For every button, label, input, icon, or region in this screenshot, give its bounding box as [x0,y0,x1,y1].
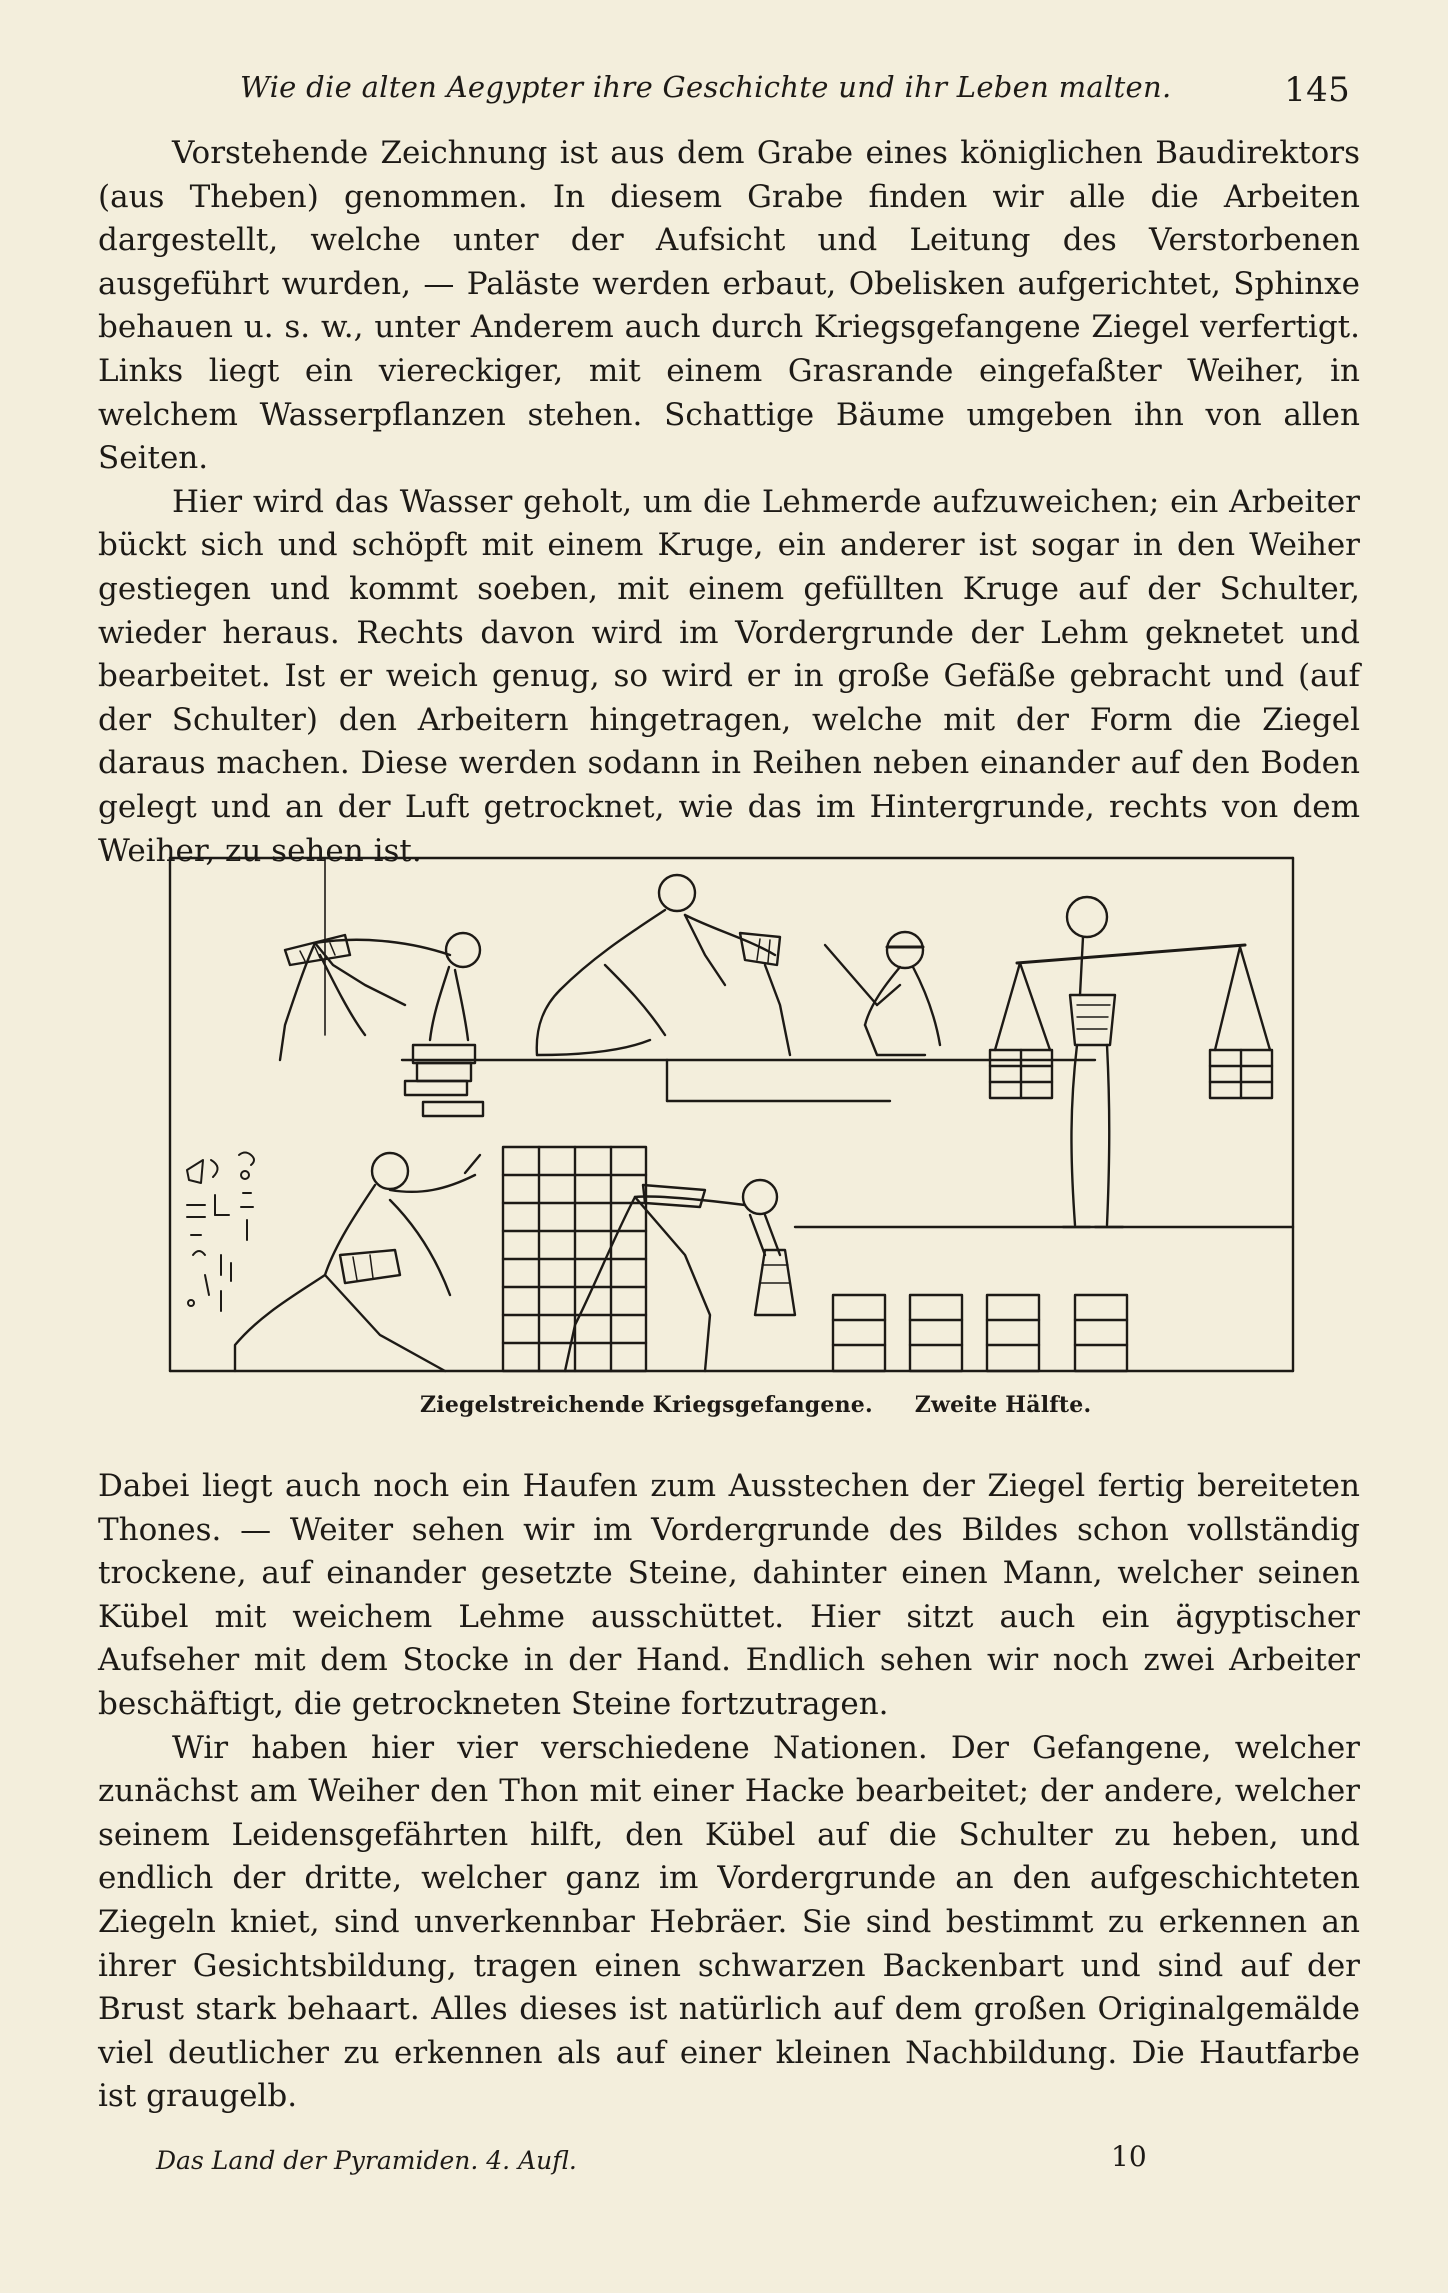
paragraph: Dabei liegt auch noch ein Haufen zum Ausstechen der Ziegel fertig bereiteten Thones. — Weiter sehen wir im Vordergrunde des Bildes schon vollständig trockene, auf einander gesetzte Steine, dahinter einen Mann, welcher seinen Kübel mit weichem Lehme ausschüttet. Hier sitzt auch ein ägyptischer Aufseher mit dem Stocke in der Hand. Endlich sehen wir noch zwei Arbeiter beschäftigt, die getrockneten Steine fortzutragen. [98,1468,1360,1722]
caption-left: Ziegelstreichende Kriegsgefangene. [420,1392,873,1418]
running-title: Wie die alten Aegypter ihre Geschichte und ihr Leben malten. [240,70,1172,104]
paragraph: Vorstehende Zeichnung ist aus dem Grabe eines königlichen Baudirektors (aus Theben) genommen. In diesem Grabe finden wir alle die Arbeiten dargestellt, welche unter der Aufsicht und Leitung des Verstorbenen ausgeführt wurden, — Paläste werden erbaut, Obelisken aufgerichtet, Sphinxe behauen u. s. w., unter Anderem auch durch Kriegsgefangene Ziegel verfertigt. Links liegt ein viereckiger, mit einem Grasrande eingefaßter Weiher, in welchem Wasserpflanzen stehen. Schattige Bäume umgeben ihn von allen Seiten. [98,135,1360,477]
brickmaking-prisoners-illustration [165,855,1295,1377]
body-text-top [98,132,1360,873]
page-footer [156,2140,1156,2180]
body-text-bottom [98,1465,1360,2119]
paragraph: Hier wird das Wasser geholt, um die Lehmerde aufzuweichen; ein Arbeiter bückt sich und schöpft mit einem Kruge, ein anderer ist sogar in den Weiher gestiegen und kommt soeben, mit einem gefüllten Kruge auf der Schulter, wieder heraus. Rechts davon wird im Vordergrunde der Lehm geknetet und bearbeitet. Ist er weich genug, so wird er in große Gefäße gebracht und (auf der Schulter) den Arbeitern hingetragen, welche mit der Form die Ziegel daraus machen. Diese werden sodann in Reihen neben einander auf den Boden gelegt und an der Luft getrocknet, wie das im Hintergrunde, rechts von dem Weiher, zu sehen ist. [98,483,1360,869]
dried-brick-stacks [795,1227,1293,1371]
footer-signature: 10 [1111,2140,1147,2173]
caption-right: Zweite Hälfte. [914,1392,1092,1418]
hieroglyph-column [187,1153,254,1312]
brick-stack-grid [503,1147,646,1371]
lifting-worker-figure [537,875,790,1055]
kneeling-worker-figure [235,1153,480,1371]
footer-book-title: Das Land der Pyramiden. 4. Aufl. [156,2146,577,2175]
figure-illustration [165,855,1295,1377]
running-header [240,70,1350,120]
page-number: 145 [1284,70,1350,110]
seated-overseer-figure [825,932,940,1055]
figure-caption [420,1392,1120,1418]
yoke-carrier-figure [990,897,1272,1227]
paragraph: Wir haben hier vier verschiedene Nationen. Der Gefangene, welcher zunächst am Weiher den Thon mit einer Hacke bearbeitet; der andere, welcher seinem Leidensgefährten hilft, den Kübel auf die Schulter zu heben, und endlich der dritte, welcher ganz im Vordergrunde an den aufgeschichteten Ziegeln kniet, sind unverkennbar Hebräer. Sie sind bestimmt zu erkennen an ihrer Gesichtsbildung, tragen einen schwarzen Backenbart und sind auf der Brust stark behaart. Alles dieses ist natürlich auf dem großen Originalgemälde viel deutlicher zu erkennen als auf einer kleinen Nachbildung. Die Hautfarbe ist graugelb. [98,1729,1360,2115]
bending-worker-figure [280,933,483,1116]
